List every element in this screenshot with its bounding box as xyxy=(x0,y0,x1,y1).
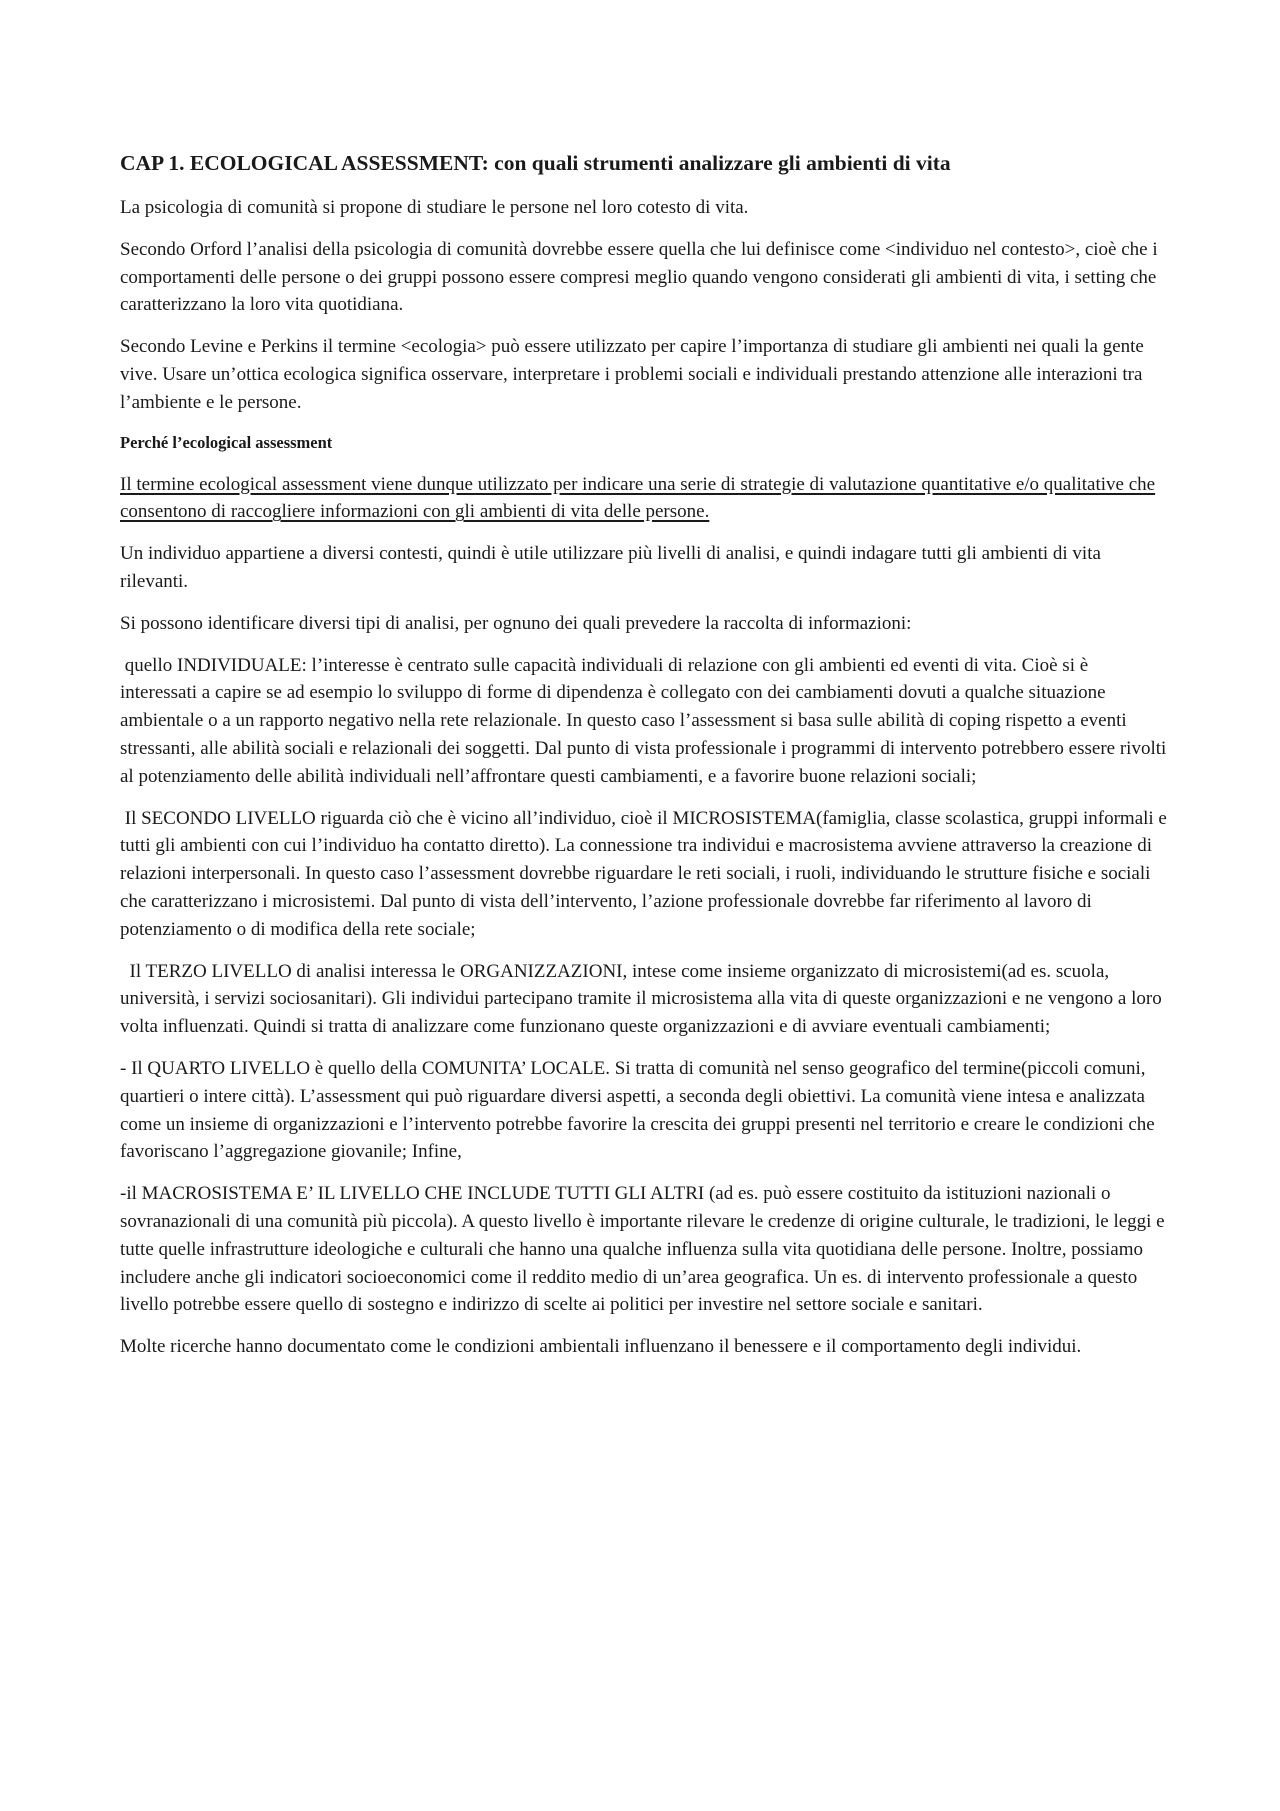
paragraph-level-individual: quello INDIVIDUALE: l’interesse è centrato sulle capacità individuali di relazione con gli ambienti ed eventi di vita. Cioè si è interessati a capire se ad esempio lo sviluppo di forme di dipendenza è collegato con dei cambiamenti dovuti a qualche situazione ambientale o a un rapporto negativo nella rete relazionale. In questo caso l’assessment si basa sulle abilità di coping rispetto a eventi stressanti, alle abilità sociali e relazionali dei soggetti. Dal punto di vista professionale i programmi di intervento potrebbero essere rivolti al potenziamento delle abilità individuali nell’affrontare questi cambiamenti, e a favorire buone relazioni sociali; xyxy=(120,654,1172,787)
paragraph-analysis-types: Si possono identificare diversi tipi di analisi, per ognuno dei quali prevedere la raccolta di informazioni: xyxy=(120,612,912,634)
paragraph-intro: La psicologia di comunità si propone di studiare le persone nel loro cotesto di vita. xyxy=(120,197,749,218)
chapter-title: CAP 1. ECOLOGICAL ASSESSMENT: con quali strumenti analizzare gli ambienti di vita xyxy=(120,151,951,175)
paragraph-level-fourth: - Il QUARTO LIVELLO è quello della COMUNITA’ LOCALE. Si tratta di comunità nel senso geografico del termine(piccoli comuni, quartieri o intere città). L’assessment qui può riguardare diversi aspetti, a seconda degli obiettivi. La comunità viene intesa e analizzata come un insieme di organizzazioni e l’intervento potrebbe favorire la crescita dei gruppi presenti nel territorio e creare le condizioni che favoriscano l’aggregazione giovanile; Infine, xyxy=(120,1057,1155,1163)
paragraph-definition: Il termine ecological assessment viene dunque utilizzato per indicare una serie di strategie di valutazione quantitative e/o qualitative che consentono di raccogliere informazioni con gli ambienti di vita delle persone. xyxy=(120,473,1156,523)
paragraph-level-second: Il SECONDO LIVELLO riguarda ciò che è vicino all’individuo, cioè il MICROSISTEMA(famiglia, classe scolastica, gruppi informali e tutti gli ambienti con cui l’individuo ha contatto diretto). La connessione tra individui e macrosistema avviene attraverso la creazione di relazioni interpersonali. In questo caso l’assessment dovrebbe riguardare le reti sociali, i ruoli, individuando le strutture fisiche e sociali che caratterizzano i microsistemi. Dal punto di vista dell’intervento, l’azione professionale dovrebbe far riferimento al lavoro di potenziamento o di modifica della rete sociale; xyxy=(120,807,1172,940)
paragraph-conclusion: Molte ricerche hanno documentato come le condizioni ambientali influenzano il benessere e il comportamento degli individui. xyxy=(120,1336,1082,1358)
document-page xyxy=(120,148,1172,1375)
paragraph-levine-perkins: Secondo Levine e Perkins il termine <ecologia> può essere utilizzato per capire l’importanza di studiare gli ambienti nei quali la gente vive. Usare un’ottica ecologica significa osservare, interpretare i problemi sociali e individuali prestando attenzione alle interazioni tra l’ambiente e le persone. xyxy=(120,336,1144,413)
paragraph-orford: Secondo Orford l’analisi della psicologia di comunità dovrebbe essere quella che lui definisce come <individuo nel contesto>, cioè che i comportamenti delle persone o dei gruppi possono essere compresi meglio quando vengono considerati gli ambienti di vita, i setting che caratterizzano la loro vita quotidiana. xyxy=(120,238,1158,316)
paragraph-macrosystem: -il MACROSISTEMA E’ IL LIVELLO CHE INCLUDE TUTTI GLI ALTRI (ad es. può essere costituito da istituzioni nazionali o sovranazionali di una comunità più piccola). A questo livello è importante rilevare le credenze di origine culturale, le tradizioni, le leggi e tutte quelle infrastrutture ideologiche e culturali che hanno una qualche influenza sulla vita quotidiana delle persone. Inoltre, possiamo includere anche gli indicatori socioeconomici come il reddito medio di un’area geografica. Un es. di intervento professionale a questo livello potrebbe essere quello di sostegno e indirizzo di scelte ai politici per investire nel settore sociale e sanitari. xyxy=(120,1183,1165,1316)
section-subheading: Perché l’ecological assessment xyxy=(120,432,333,452)
paragraph-contexts: Un individuo appartiene a diversi contesti, quindi è utile utilizzare più livelli di analisi, e quindi indagare tutti gli ambienti di vita rilevanti. xyxy=(120,543,1101,592)
paragraph-level-third: Il TERZO LIVELLO di analisi interessa le ORGANIZZAZIONI, intese come insieme organizzato di microsistemi(ad es. scuola, università, i servizi sociosanitari). Gli individui partecipano tramite il microsistema alla vita di queste organizzazioni e ne vengono a loro volta influenzati. Quindi si tratta di analizzare come funzionano queste organizzazioni e di avviare eventuali cambiamenti; xyxy=(120,960,1167,1038)
